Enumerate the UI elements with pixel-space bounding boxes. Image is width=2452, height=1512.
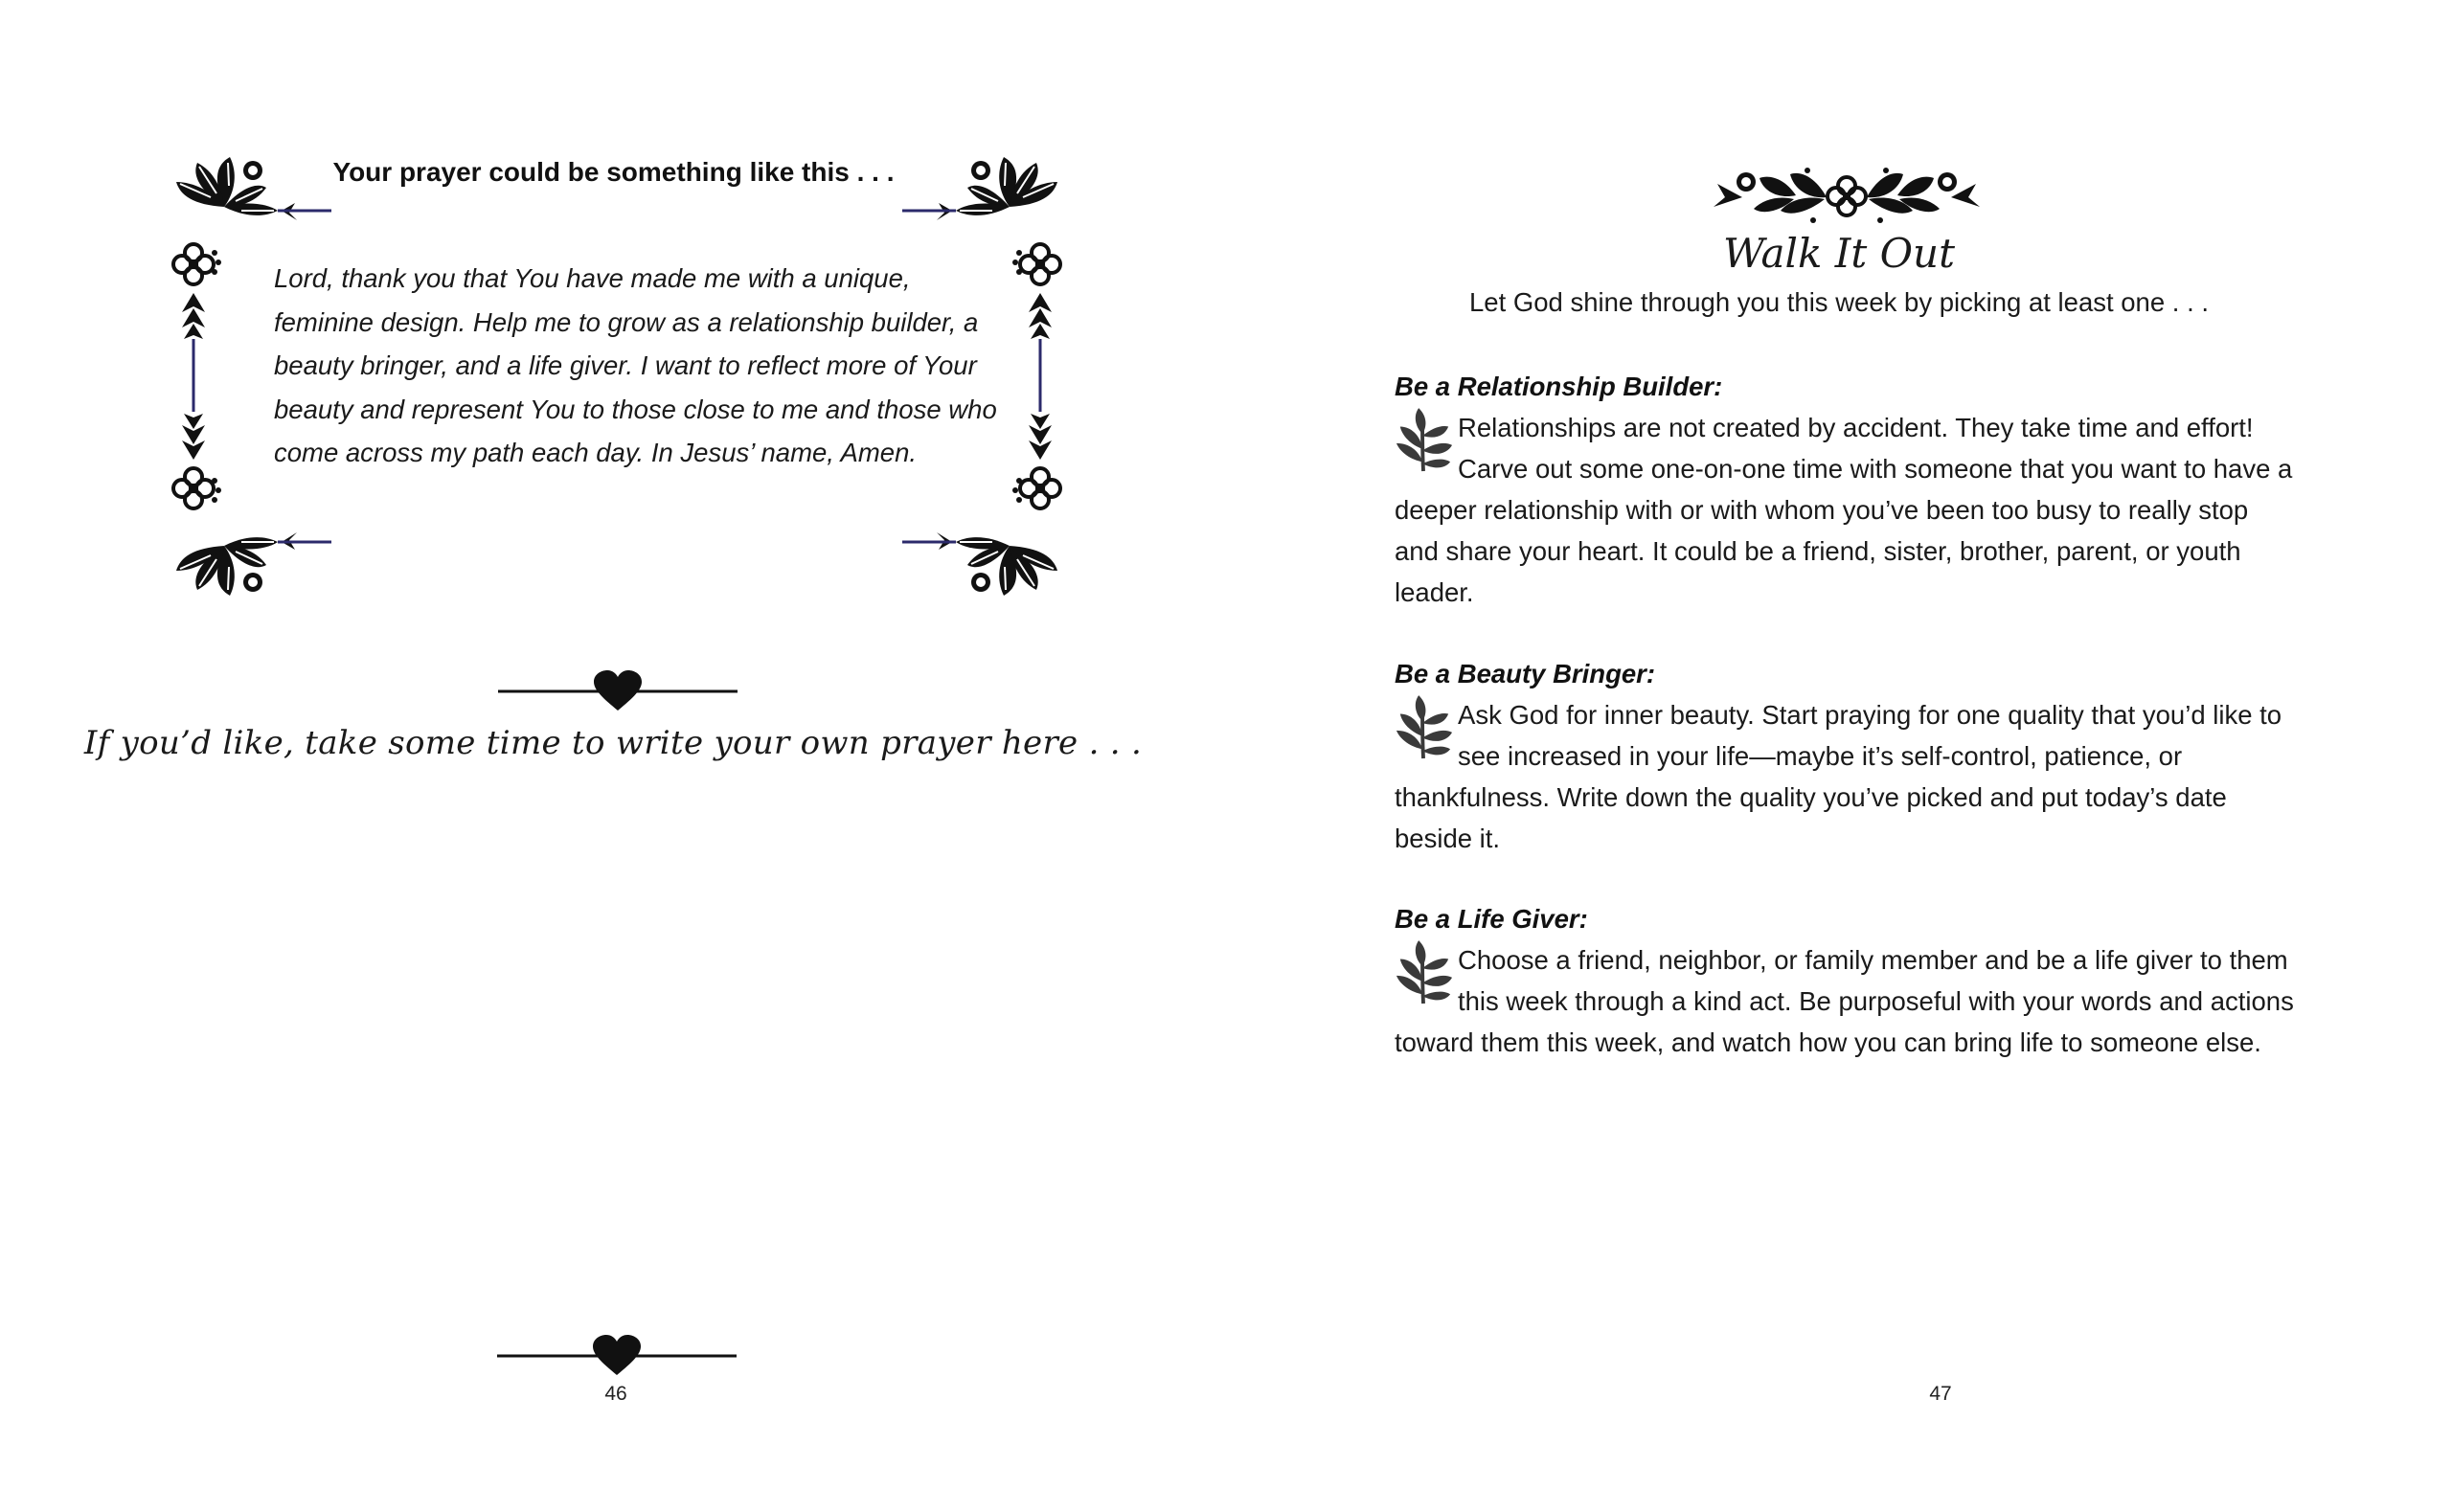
activity-relationship-builder [1395, 366, 2297, 613]
section-subtitle: Let God shine through you this week by picking at least one . . . [1469, 287, 2209, 317]
right-page [1226, 0, 2452, 1512]
activity-body [1395, 407, 2297, 613]
activity-text: Relationships are not created by accident. They take time and effort! Carve out some one-on-one time with someone that you want to have a deeper relationship with or with whom you’ve been too busy to really stop and share your heart. It could be a friend, sister, brother, parent, or youth leader. [1395, 413, 2293, 607]
section-title: Walk It Out [1723, 230, 1955, 277]
activity-title: Be a Life Giver: [1395, 904, 1588, 934]
leaf-sprig-icon [1395, 407, 1454, 474]
activity-life-giver [1395, 898, 2297, 1063]
leaf-sprig-icon [1395, 939, 1454, 1006]
heart-divider-icon [497, 1335, 737, 1377]
page-number: 46 [604, 1383, 627, 1405]
activity-title: Be a Relationship Builder: [1395, 372, 1723, 401]
sample-prayer: Lord, thank you that You have made me with a unique, feminine design. Help me to grow as a relationship builder, a beauty bringer, and a life giver. I want to reflect more of Your beauty and represent You to those close to me and those who come across my path each day. In Jesus’ name, Amen. [274, 263, 997, 467]
page-number: 47 [1929, 1383, 1952, 1405]
prayer-writing-area[interactable] [230, 795, 996, 1293]
write-prompt: If you’d like, take some time to write your own prayer here . . . [83, 724, 1143, 762]
floral-ornament-icon [1708, 163, 1986, 230]
activity-beauty-bringer [1395, 653, 2297, 859]
activity-title: Be a Beauty Bringer: [1395, 659, 1656, 688]
activity-body [1395, 694, 2297, 859]
prayer-heading [0, 157, 1226, 188]
activity-text: Ask God for inner beauty. Start praying for one quality that you’d like to see increased in your life—maybe it’s self-control, patience, or thankfulness. Write down the quality you’ve picked and put today’s date beside it. [1395, 700, 2282, 853]
leaf-sprig-icon [1395, 694, 1454, 761]
prayer-heading-text: Your prayer could be something like this . . . [332, 157, 895, 187]
activity-text: Choose a friend, neighbor, or family member and be a life giver to them this week through a kind act. Be purposeful with your words and actions toward them this week, and watch how you can bring life to someone else. [1395, 945, 2294, 1057]
heart-divider-icon [498, 670, 738, 712]
activity-body [1395, 939, 2297, 1063]
